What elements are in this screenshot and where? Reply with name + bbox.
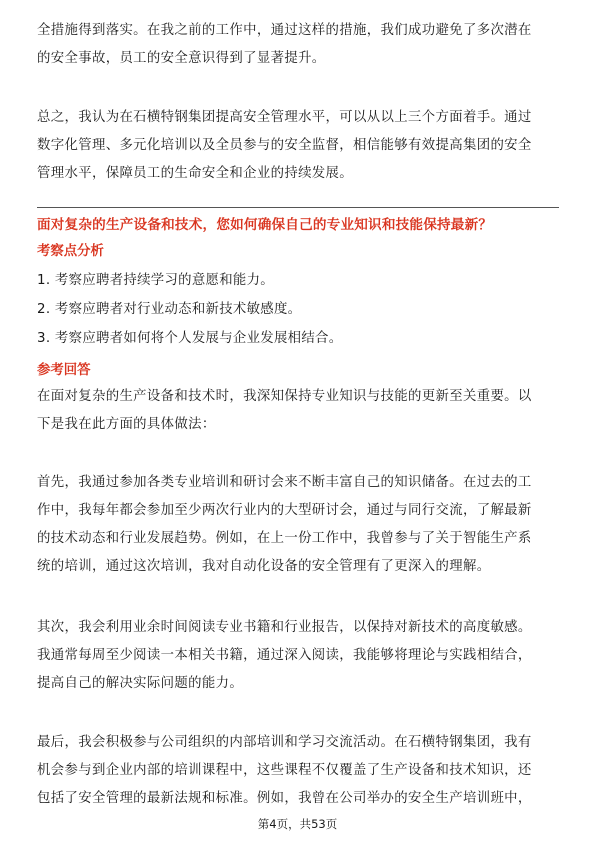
text-line: 数字化管理、多元化培训以及全员参与的安全监督，相信能够有效提高集团的安全 — [37, 138, 532, 153]
text-line: 提高自己的解决实际问题的能力。 — [37, 676, 244, 691]
text-line: 统的培训，通过这次培训，我对自动化设备的安全管理有了更深入的理解。 — [37, 559, 491, 574]
section-divider — [37, 207, 559, 208]
text-line: 包括了安全管理的最新法规和标准。例如，我曾在公司举办的安全生产培训班中， — [37, 791, 532, 806]
text-line: 我通常每周至少阅读一本相关书籍，通过深入阅读，我能够将理论与实践相结合， — [37, 648, 532, 663]
conclusion-paragraph — [37, 104, 559, 188]
answer-paragraph-2 — [37, 469, 559, 581]
analysis-list — [37, 266, 342, 353]
text-line: 的安全事故，员工的安全意识得到了显著提升。 — [37, 51, 326, 66]
text-line: 其次，我会利用业余时间阅读专业书籍和行业报告，以保持对新技术的高度敏感。 — [37, 620, 532, 635]
text-line: 机会参与到企业内部的培训课程中，这些课程不仅覆盖了生产设备和技术知识，还 — [37, 763, 532, 778]
text-line: 下是我在此方面的具体做法： — [37, 417, 216, 432]
text-line: 管理水平，保障员工的生命安全和企业的持续发展。 — [37, 166, 354, 181]
interview-question: 面对复杂的生产设备和技术，您如何确保自己的专业知识和技能保持最新？ — [37, 217, 493, 233]
answer-paragraph-1 — [37, 383, 559, 439]
text-line: 最后，我会积极参与公司组织的内部培训和学习交流活动。在石横特钢集团，我有 — [37, 735, 532, 750]
text-line: 在面对复杂的生产设备和技术时，我深知保持专业知识与技能的更新至关重要。以 — [37, 389, 532, 404]
text-line: 全措施得到落实。在我之前的工作中，通过这样的措施，我们成功避免了多次潜在 — [37, 23, 532, 38]
answer-paragraph-3 — [37, 614, 559, 698]
text-line: 首先，我通过参加各类专业培训和研讨会来不断丰富自己的知识储备。在过去的工 — [37, 475, 532, 490]
list-item: 3. 考察应聘者如何将个人发展与企业发展相结合。 — [37, 331, 343, 346]
intro-paragraph-tail — [37, 17, 559, 73]
text-line: 总之，我认为在石横特钢集团提高安全管理水平，可以从以上三个方面着手。通过 — [37, 110, 532, 125]
list-item: 2. 考察应聘者对行业动态和新技术敏感度。 — [37, 302, 302, 317]
text-line: 的技术动态和行业发展趋势。例如，在上一份工作中，我曾参与了关于智能生产系 — [37, 531, 532, 546]
analysis-heading: 考察点分析 — [37, 244, 104, 259]
text-line: 作中，我每年都会参加至少两次行业内的大型研讨会，通过与同行交流，了解最新 — [37, 503, 532, 518]
answer-heading: 参考回答 — [37, 363, 91, 378]
answer-paragraph-4 — [37, 729, 559, 813]
list-item: 1. 考察应聘者持续学习的意愿和能力。 — [37, 273, 274, 288]
page-number: 第4页，共53页 — [257, 817, 338, 831]
